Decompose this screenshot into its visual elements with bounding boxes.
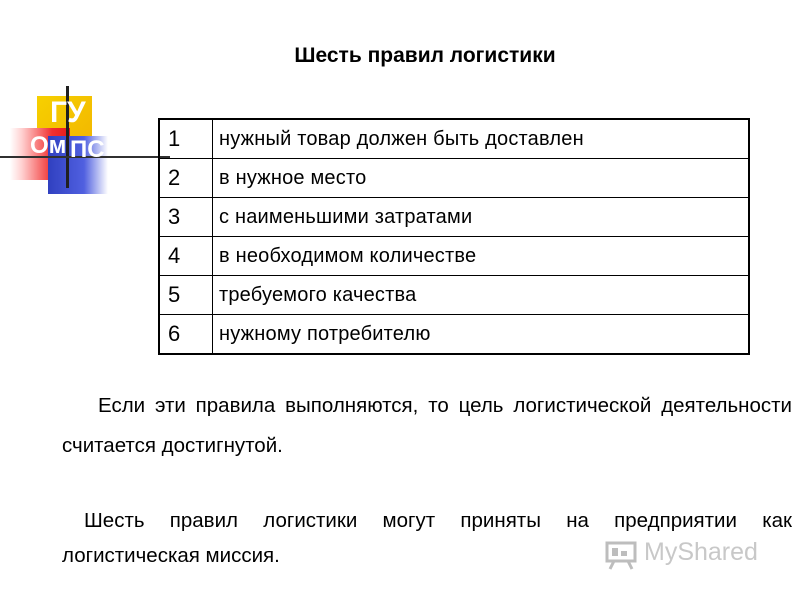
table-row <box>159 315 749 355</box>
rule-text: в необходимом количестве <box>213 237 750 276</box>
mission-paragraph: Шесть правил логистики могут приняты на предприятии как логистическая миссия. <box>62 509 792 567</box>
watermark <box>604 536 774 576</box>
logo-text-top: ГУ <box>50 96 86 129</box>
rule-number: 1 <box>159 119 213 159</box>
rule-number: 2 <box>159 159 213 198</box>
rules-table <box>158 118 750 355</box>
watermark-text: MyShared <box>644 538 758 566</box>
presentation-board-icon <box>604 540 638 570</box>
rule-text: нужному потребителю <box>213 315 750 355</box>
table-row <box>159 159 749 198</box>
rule-number: 4 <box>159 237 213 276</box>
table-row <box>159 237 749 276</box>
page-title: Шесть правил логистики <box>294 44 556 67</box>
table-row <box>159 276 749 315</box>
university-logo <box>0 78 160 188</box>
logo-text-right: ПС <box>70 136 105 163</box>
rule-number: 6 <box>159 315 213 355</box>
rule-text: нужный товар должен быть доставлен <box>213 119 750 159</box>
logo-text-left: Ом <box>30 132 67 159</box>
table-row <box>159 119 749 159</box>
rule-number: 3 <box>159 198 213 237</box>
conclusion-paragraph: Если эти правила выполняются, то цель логистической деятельности считается достигнутой. <box>62 394 792 457</box>
rule-number: 5 <box>159 276 213 315</box>
rule-text: в нужное место <box>213 159 750 198</box>
table-row <box>159 198 749 237</box>
rule-text: требуемого качества <box>213 276 750 315</box>
rule-text: с наименьшими затратами <box>213 198 750 237</box>
